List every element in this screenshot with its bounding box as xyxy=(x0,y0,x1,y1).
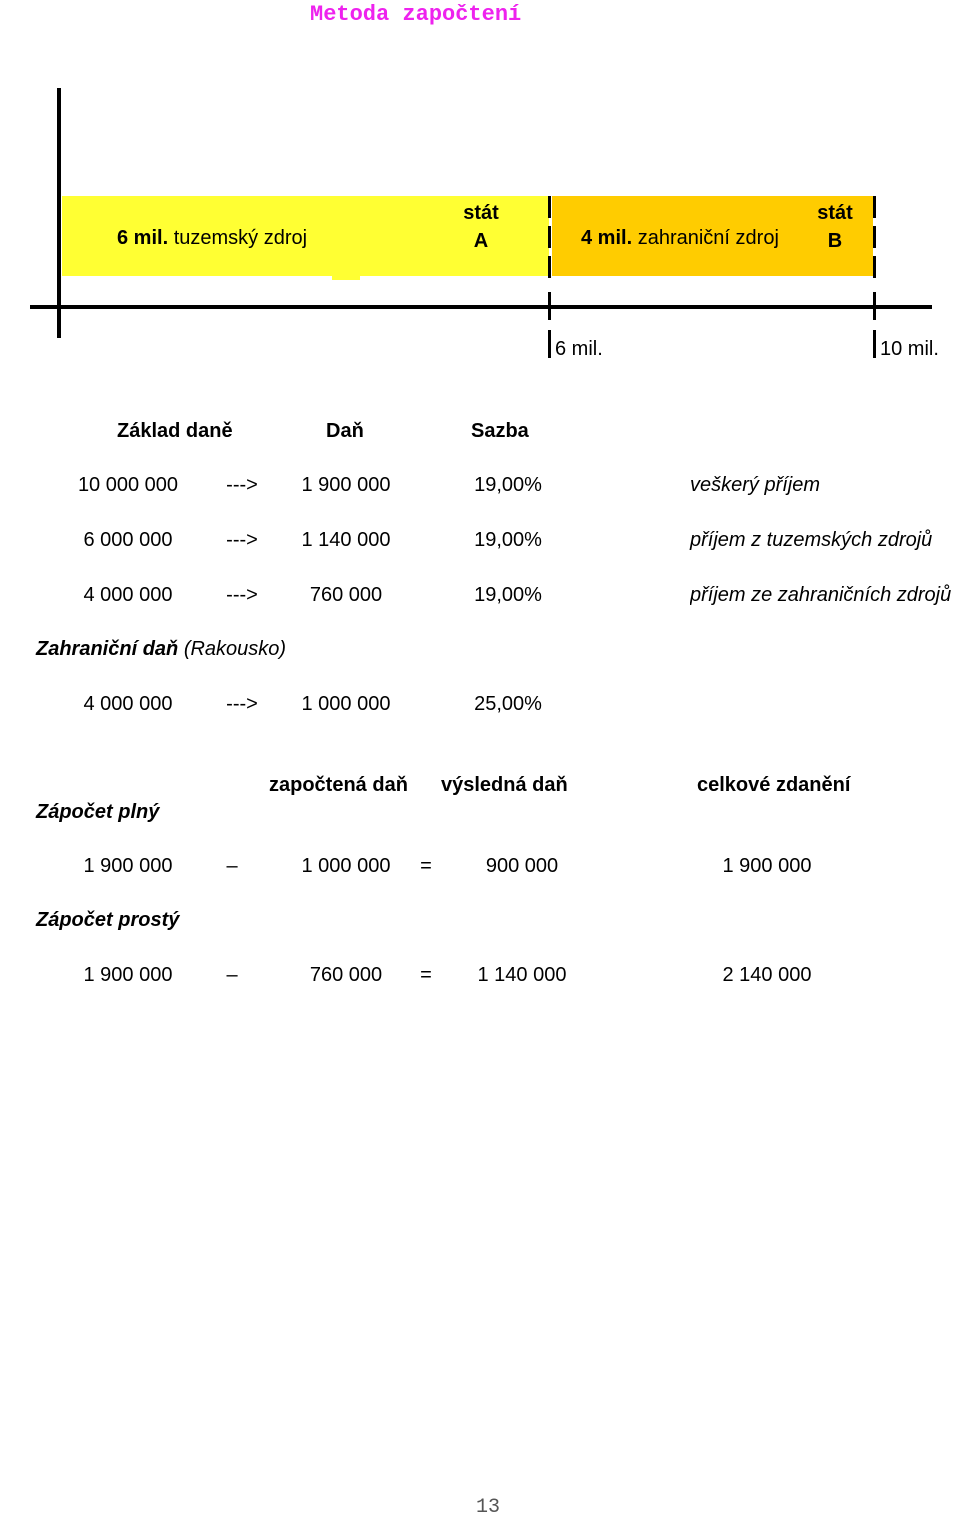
row-arrow: ---> xyxy=(226,584,258,606)
row-base: 4 000 000 xyxy=(83,584,173,606)
state-a-word: stát xyxy=(463,202,499,224)
state-b-label xyxy=(800,199,870,255)
header-tax-base: Základ daně xyxy=(117,420,233,442)
full-credit-tax: 1 900 000 xyxy=(83,855,173,877)
ordinary-credit-label: Zápočet prostý xyxy=(36,909,180,931)
full-credit-credited: 1 000 000 xyxy=(301,855,391,877)
state-a-letter: A xyxy=(473,230,489,252)
row-tax: 760 000 xyxy=(309,584,383,606)
row-arrow: ---> xyxy=(226,529,258,551)
ordinary-credit-result: 1 140 000 xyxy=(477,964,567,986)
row-rate: 19,00% xyxy=(474,474,542,496)
row-note: příjem ze zahraničních zdrojů xyxy=(690,584,952,606)
domestic-bar-step xyxy=(332,266,360,280)
full-credit-result: 900 000 xyxy=(485,855,559,877)
foreign-tax-heading xyxy=(36,638,286,661)
foreign-amount: 4 mil. xyxy=(581,227,633,249)
state-a-label xyxy=(446,199,516,255)
tick-label-6mil: 6 mil. xyxy=(555,338,603,360)
full-credit-minus: – xyxy=(226,855,238,877)
domestic-amount: 6 mil. xyxy=(117,227,169,249)
row-rate: 19,00% xyxy=(474,584,542,606)
header-credited-tax: započtená daň xyxy=(269,774,408,796)
state-b-letter: B xyxy=(827,230,843,252)
header-total-taxation: celkové zdanění xyxy=(697,774,851,796)
ordinary-credit-total: 2 140 000 xyxy=(722,964,812,986)
row-tax: 1 140 000 xyxy=(301,529,391,551)
page-number: 13 xyxy=(475,1496,500,1519)
row-rate: 19,00% xyxy=(474,529,542,551)
full-credit-equals: = xyxy=(420,855,432,877)
foreign-tax-country: (Rakousko) xyxy=(183,638,287,660)
header-tax: Daň xyxy=(326,420,364,442)
vertical-axis xyxy=(57,88,61,338)
state-b-word: stát xyxy=(817,202,853,224)
row-base: 10 000 000 xyxy=(77,474,179,496)
foreign-source: zahraniční zdroj xyxy=(637,227,779,249)
foreign-tax-amount: 1 000 000 xyxy=(301,693,391,715)
foreign-tax-rate: 25,00% xyxy=(474,693,542,715)
row-arrow: ---> xyxy=(226,474,258,496)
ordinary-credit-minus: – xyxy=(226,964,238,986)
ordinary-credit-credited: 760 000 xyxy=(309,964,383,986)
header-rate: Sazba xyxy=(471,420,529,442)
row-base: 6 000 000 xyxy=(83,529,173,551)
domestic-source: tuzemský zdroj xyxy=(173,227,308,249)
page-title: Metoda započtení xyxy=(310,2,522,27)
row-note: veškerý příjem xyxy=(690,474,821,496)
horizontal-axis xyxy=(30,305,932,309)
full-credit-total: 1 900 000 xyxy=(722,855,812,877)
header-resulting-tax: výsledná daň xyxy=(441,774,568,796)
ordinary-credit-equals: = xyxy=(420,964,432,986)
foreign-tax-base: 4 000 000 xyxy=(83,693,173,715)
foreign-tax-arrow: ---> xyxy=(226,693,258,715)
row-note: příjem z tuzemských zdrojů xyxy=(690,529,933,551)
ordinary-credit-tax: 1 900 000 xyxy=(83,964,173,986)
full-credit-label: Zápočet plný xyxy=(36,801,160,823)
tick-label-10mil: 10 mil. xyxy=(880,338,939,360)
domestic-income-label xyxy=(117,227,307,250)
foreign-income-label xyxy=(581,227,779,250)
foreign-tax-label: Zahraniční daň xyxy=(36,638,179,660)
row-tax: 1 900 000 xyxy=(301,474,391,496)
